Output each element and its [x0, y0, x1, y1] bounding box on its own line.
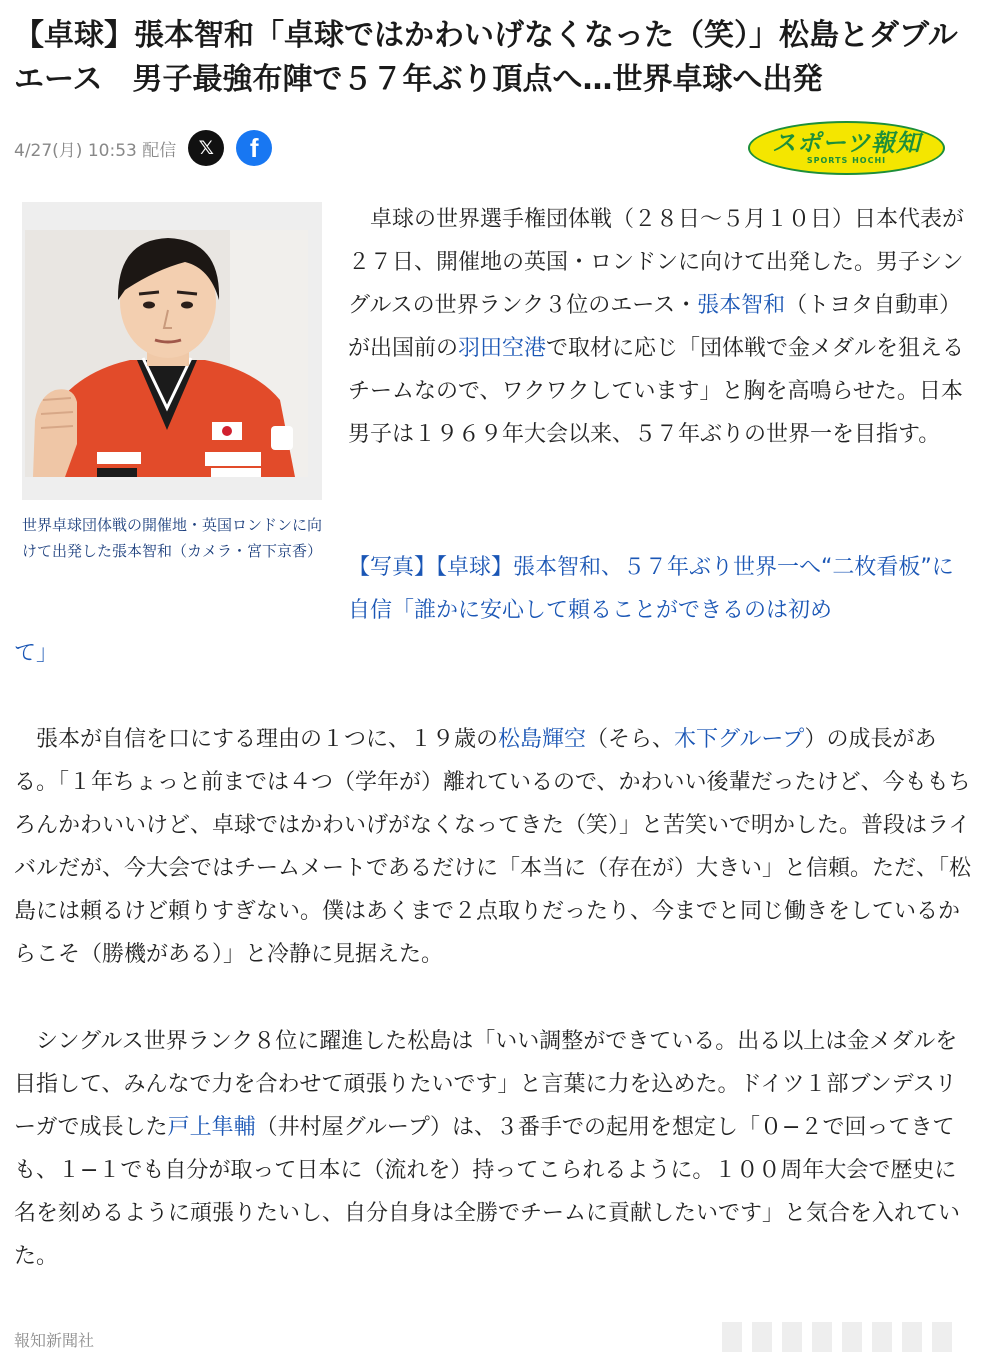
sports-hochi-logo[interactable] — [748, 121, 945, 175]
paragraph-2 — [14, 718, 976, 976]
fade-bar — [932, 1322, 952, 1352]
fade-bar — [842, 1322, 862, 1352]
p2-text-a: 張本が自信を口にする理由の１つに、１９歳の — [36, 727, 499, 752]
link-harimoto[interactable]: 張本智和 — [697, 293, 786, 318]
fade-bar — [902, 1322, 922, 1352]
photo-frame[interactable] — [22, 202, 322, 500]
article-meta — [14, 128, 272, 168]
article-photo[interactable] — [25, 230, 308, 477]
faded-pagination-placeholder — [722, 1322, 952, 1352]
fade-bar — [722, 1322, 742, 1352]
fade-bar — [872, 1322, 892, 1352]
source-credit: 報知新聞社 — [14, 1331, 95, 1350]
article-title: 【卓球】張本智和「卓球ではかわいげなくなった（笑）」松島とダブルエース 男子最強布陣で５７年ぶり頂点へ…世界卓球へ出発 — [14, 18, 958, 97]
facebook-icon[interactable]: f — [236, 130, 272, 166]
p3-text-a: シングルス世界ランク８位に躍進した松島は「いい調整ができている。出る以上は金メダルを目指して、みんなで力を合わせて頑張りたいです」と言葉に力を込めた。ドイツ１部ブンデスリーガで成長した — [14, 1029, 958, 1140]
x-logo-icon[interactable]: 𝕏 — [188, 130, 224, 166]
p1-text-c: で取材に応じ「団体戦で金メダルを狙えるチームなので、ワクワクしています」と胸を高鳴らせた。日本男子は１９６９年大会以来、５７年ぶりの世界一を目指す。 — [348, 336, 965, 447]
publish-date: 4/27(月) 10:53 配信 — [14, 140, 177, 161]
paragraph-1 — [348, 198, 974, 456]
fade-bar — [752, 1322, 772, 1352]
logo-sub-text: SPORTS HOCHI — [806, 156, 887, 165]
fade-bar — [782, 1322, 802, 1352]
p1-text-a: 卓球の世界選手権団体戦（２８日〜５月１０日）日本代表が２７日、開催地の英国・ロンドンに向けて出発した。男子シングルスの世界ランク３位のエース・ — [348, 207, 965, 318]
link-kinoshita-group[interactable]: 木下グループ — [674, 727, 805, 752]
related-photo-link-tail[interactable]: て」 — [14, 641, 59, 666]
p3-text-b: （井村屋グループ）は、３番手での起用を想定し「０−２で回ってきても、１−１でも自分が取って日本に（流れを）持ってこられるように。１００周年大会で歴史に名を刻めるように頑張りたいし、自分自身は全勝でチームに貢献したいです」と気合を入れていた。 — [14, 1115, 961, 1269]
link-togami[interactable]: 戸上隼輔 — [167, 1115, 256, 1140]
p1-text-b: （トヨタ自動車）が出国前の — [348, 293, 962, 361]
photo-caption[interactable]: 世界卓球団体戦の開催地・英国ロンドンに向けて出発した張本智和（カメラ・宮下京香） — [22, 516, 323, 560]
link-matsushima[interactable]: 松島輝空 — [498, 727, 587, 752]
link-haneda-airport[interactable]: 羽田空港 — [458, 336, 547, 361]
p2-text-c: ）の成長がある。「１年ちょっと前までは４つ（学年が）離れているので、かわいい後輩だったけど、今ももちろんかわいいけど、卓球ではかわいげがなくなってきた（笑）」と苦笑いで明かした。普段はライバルだが、今大会ではチームメートであるだけに「本当に（存在が）大きい」と信頼。ただ、「松島には頼るけど頼りすぎない。僕はあくまで２点取りだったり、今までと同じ働きをしているからこそ（勝機がある）」と冷静に見据えた。 — [14, 727, 972, 967]
p2-text-b: （そら、 — [586, 727, 675, 752]
paragraph-3 — [14, 1020, 976, 1278]
logo-main-text: スポーツ報知 — [771, 129, 922, 157]
related-photo-link[interactable]: 【写真】【卓球】張本智和、５７年ぶり世界一へ“二枚看板”に自信「誰かに安心して頼ることができるのは初め — [348, 555, 954, 623]
fade-bar — [812, 1322, 832, 1352]
